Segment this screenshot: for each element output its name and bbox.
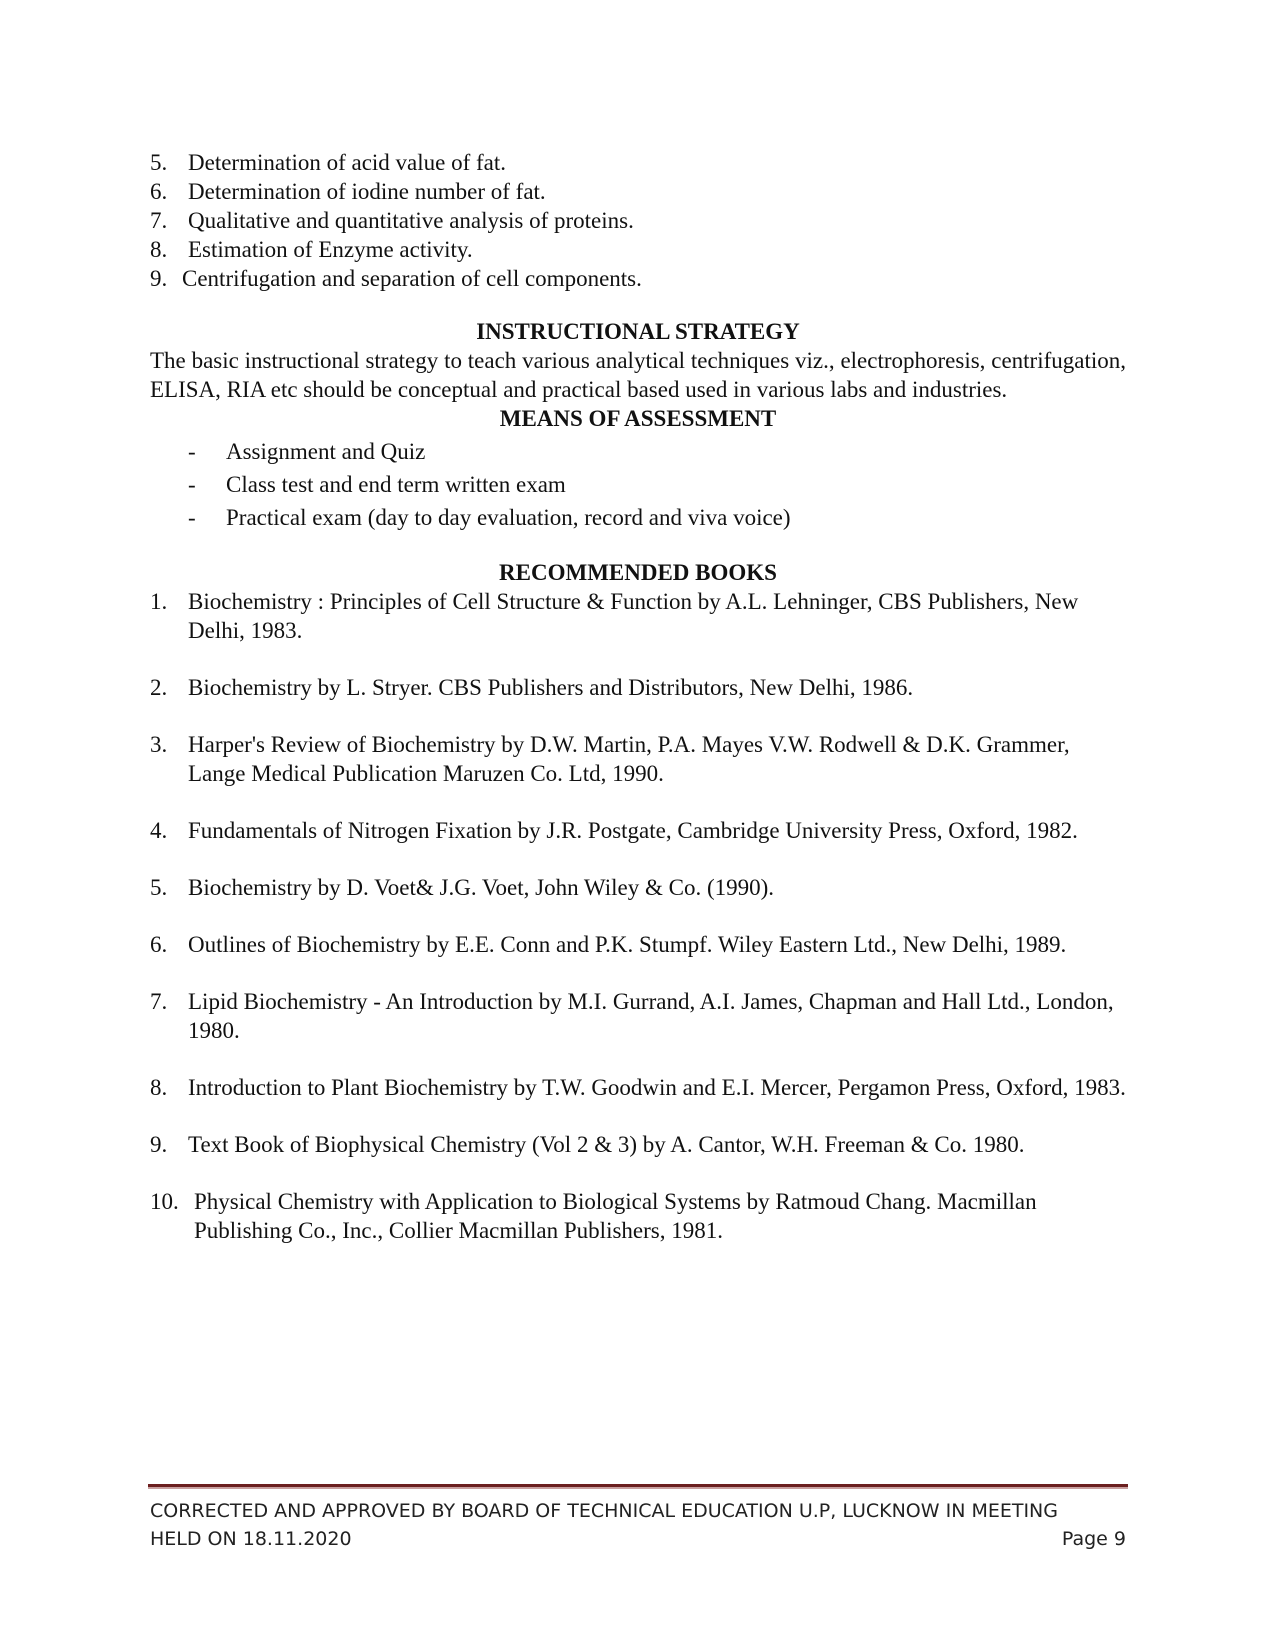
footer-meeting-date: HELD ON 18.11.2020 bbox=[150, 1528, 352, 1550]
footer-divider bbox=[148, 1484, 1128, 1489]
list-item: 9. Centrifugation and separation of cell components. bbox=[150, 266, 642, 291]
list-item: - Assignment and Quiz bbox=[150, 435, 1126, 468]
list-item: - Practical exam (day to day evaluation, record and viva voice) bbox=[150, 501, 1126, 534]
list-item: 8. Estimation of Enzyme activity. bbox=[150, 237, 473, 262]
list-item: 7. Lipid Biochemistry - An Introduction by M.I. Gurrand, A.I. James, Chapman and Hall Ltd., London, 1980. bbox=[150, 989, 1114, 1043]
page-footer bbox=[150, 1497, 1126, 1553]
dash-bullet: - bbox=[188, 439, 196, 464]
list-item: 6. Determination of iodine number of fat. bbox=[150, 179, 546, 204]
instructional-strategy-heading: INSTRUCTIONAL STRATEGY bbox=[476, 319, 800, 344]
footer-approval-line: CORRECTED AND APPROVED BY BOARD OF TECHNICAL EDUCATION U.P, LUCKNOW IN MEETING bbox=[150, 1500, 1058, 1522]
list-item: 7. Qualitative and quantitative analysis of proteins. bbox=[150, 208, 634, 233]
list-item: 5. Determination of acid value of fat. bbox=[150, 150, 507, 175]
page-content bbox=[150, 148, 1126, 1273]
page-number: Page 9 bbox=[1061, 1528, 1126, 1550]
assessment-list bbox=[150, 435, 1126, 534]
list-item: - Class test and end term written exam bbox=[150, 468, 1126, 501]
lab-experiment-list bbox=[150, 148, 1126, 293]
recommended-books-heading: RECOMMENDED BOOKS bbox=[499, 560, 777, 585]
list-item: 2. Biochemistry by L. Stryer. CBS Publishers and Distributors, New Delhi, 1986. bbox=[150, 675, 914, 700]
list-item: 4. Fundamentals of Nitrogen Fixation by J.R. Postgate, Cambridge University Press, Oxford, 1982. bbox=[150, 818, 1078, 843]
assessment-heading: MEANS OF ASSESSMENT bbox=[499, 406, 777, 431]
recommended-books-list bbox=[150, 587, 1126, 1245]
dash-bullet: - bbox=[188, 505, 196, 530]
list-item: 9. Text Book of Biophysical Chemistry (Vol 2 & 3) by A. Cantor, W.H. Freeman & Co. 1980. bbox=[150, 1132, 1025, 1157]
list-item: 8. Introduction to Plant Biochemistry by T.W. Goodwin and E.I. Mercer, Pergamon Press, Oxford, 1983. bbox=[150, 1075, 1126, 1100]
list-item: 1. Biochemistry : Principles of Cell Structure & Function by A.L. Lehninger, CBS Publishers, New Delhi, 1983. bbox=[150, 589, 1079, 643]
list-item: 6. Outlines of Biochemistry by E.E. Conn and P.K. Stumpf. Wiley Eastern Ltd., New Delhi, 1989. bbox=[150, 932, 1067, 957]
list-item: 10. Physical Chemistry with Application to Biological Systems by Ratmoud Chang. Macmillan Publishing Co., Inc., Collier Macmillan Publishers, 1981. bbox=[150, 1189, 1037, 1243]
list-item: 5. Biochemistry by D. Voet& J.G. Voet, John Wiley & Co. (1990). bbox=[150, 875, 775, 900]
dash-bullet: - bbox=[188, 472, 196, 497]
list-item: 3. Harper's Review of Biochemistry by D.W. Martin, P.A. Mayes V.W. Rodwell & D.K. Grammer, Lange Medical Publication Maruzen Co. Ltd, 1990. bbox=[150, 732, 1070, 786]
instructional-strategy-text: The basic instructional strategy to teach various analytical techniques viz., electrophoresis, centrifugation, ELISA, RIA etc should be conceptual and practical based used in various labs and industries. bbox=[150, 348, 1126, 402]
